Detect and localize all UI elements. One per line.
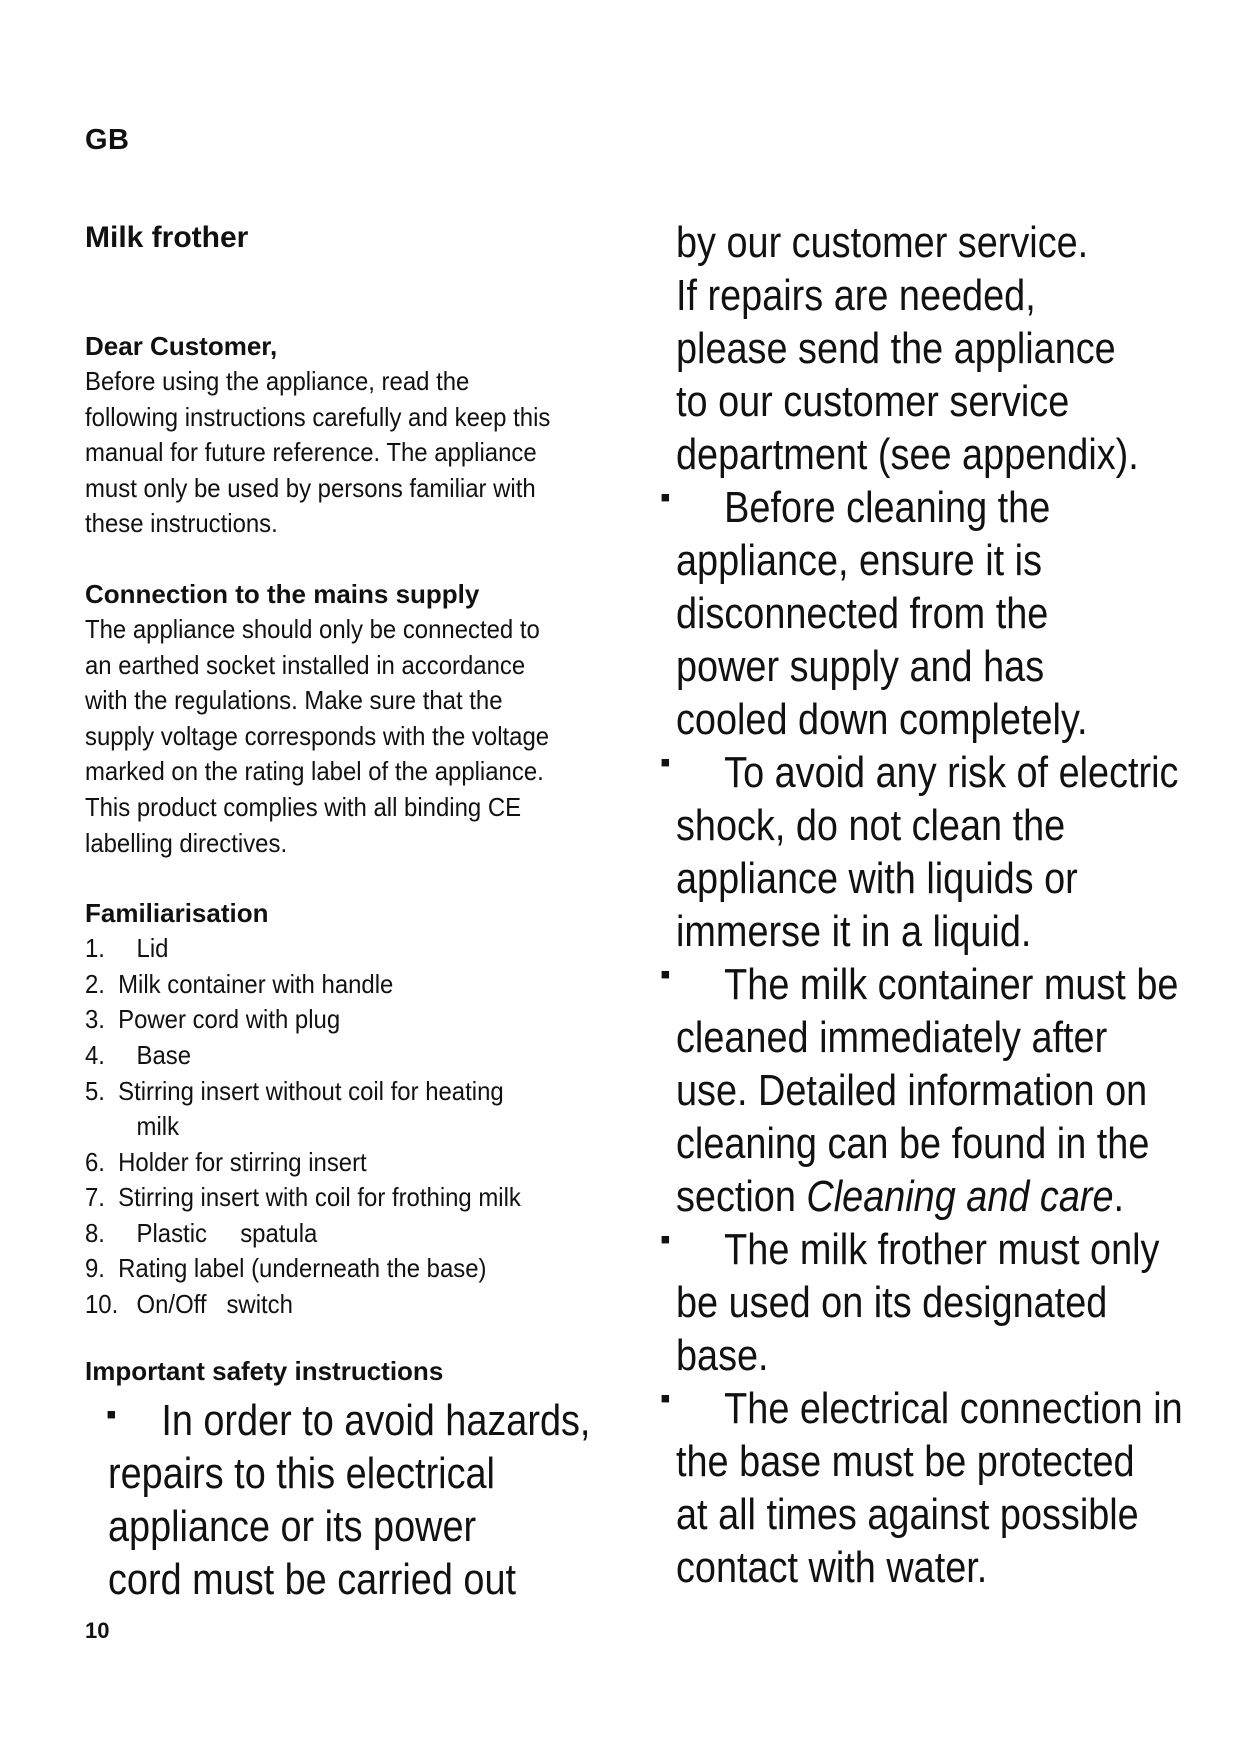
text-line: following instructions carefully and keep this [85,401,551,432]
text-line: by our customer service. [676,218,1089,267]
text-line: these instructions. [85,508,278,539]
text-line: use. Detailed information on [676,1066,1148,1115]
item-text: Milk container with handle [118,968,394,999]
item-number: 10. [85,1289,119,1320]
text-line: power supply and has [676,642,1045,691]
text-line: appliance, ensure it is [676,536,1043,585]
bullet-icon: ▪ [660,958,671,991]
list-item [85,1038,628,1074]
bullet-icon: ▪ [660,481,671,514]
safety-text [676,481,1226,746]
left-column [85,218,645,1389]
list-item [85,931,628,967]
item-number: 1. [85,933,105,964]
text-line: disconnected from the [676,589,1049,638]
safety-bullet-5 [660,1223,1216,1382]
text-line: please send the appliance [676,324,1116,373]
intro-heading: Dear Customer, [85,331,278,361]
safety-text [676,958,1226,1223]
list-item [85,1251,628,1287]
safety-bullet-2 [660,481,1216,746]
list-item [85,1145,628,1181]
safety-bullet-1 [108,1394,668,1606]
text-line: department (see appendix). [676,430,1139,479]
text-line: must only be used by persons familiar with [85,472,536,503]
item-text: Base [136,1039,192,1070]
item-text: Rating label (underneath the base) [118,1253,487,1284]
text-line: If repairs are needed, [676,271,1036,320]
item-number: 3. [85,1004,105,1035]
item-text-continued: milk [136,1111,180,1142]
text-line: To avoid any risk of electric [724,748,1179,797]
text-line: the base must be protected [676,1437,1135,1486]
list-item [85,1074,628,1145]
text-line: appliance with liquids or [676,854,1078,903]
section-reference: Cleaning and care [806,1172,1114,1221]
text-line: The milk frother must only [724,1225,1160,1274]
safety-text [676,1223,1226,1382]
text-line: immerse it in a liquid. [676,907,1032,956]
text-line: at all times against possible [676,1490,1139,1539]
item-text: Power cord with plug [118,1004,341,1035]
list-item [85,1216,628,1252]
language-code: GB [85,124,130,156]
item-text: Plastic spatula [136,1217,318,1248]
text-line: manual for future reference. The appliance [85,437,537,468]
item-text: On/Off switch [136,1289,293,1320]
text-fragment: section [676,1172,807,1221]
mains-text [85,612,628,861]
item-text: Stirring insert with coil for frothing milk [118,1182,521,1213]
text-line: to our customer service [676,377,1070,426]
right-column [660,216,1216,1594]
document-title: Milk frother [85,221,249,254]
safety-bullet-4 [660,958,1216,1223]
text-line: This product complies with all binding CE [85,791,522,822]
bullet-icon: ▪ [660,746,671,779]
text-line: be used on its designated [676,1278,1108,1327]
text-line: an earthed socket installed in accordance [85,649,526,680]
item-number: 9. [85,1253,105,1284]
text-line: In order to avoid hazards, [161,1396,591,1445]
text-line: with the regulations. Make sure that the [85,685,503,716]
bullet-icon: ▪ [660,1382,671,1415]
item-text: Holder for stirring insert [118,1146,367,1177]
text-line: The appliance should only be connected to [85,613,540,644]
list-item [85,1287,628,1323]
parts-list [85,931,628,1323]
bullet-icon: ▪ [106,1398,117,1431]
text-line: contact with water. [676,1543,988,1592]
text-line: labelling directives. [85,827,288,858]
safety-text [676,1382,1226,1594]
item-number: 7. [85,1182,105,1213]
page-number: 10 [85,1618,110,1643]
item-number: 2. [85,968,105,999]
bullet-icon: ▪ [660,1223,671,1256]
safety-bullet-3 [660,746,1216,958]
text-line: base. [676,1331,769,1380]
safety-text-continued [676,216,1226,481]
text-line: cord must be carried out [108,1555,517,1604]
safety-heading: Important safety instructions [85,1355,444,1386]
list-item [85,967,628,1003]
text-fragment: . [1113,1172,1125,1221]
text-line: The milk container must be [724,960,1179,1009]
item-text: Lid [136,933,169,964]
item-number: 4. [85,1039,105,1070]
text-line: repairs to this electrical [108,1449,495,1498]
text-line: supply voltage corresponds with the voltage [85,720,550,751]
list-item [85,1180,628,1216]
familiarisation-heading: Familiarisation [85,898,269,929]
intro-text [85,364,628,542]
text-line: shock, do not clean the [676,801,1066,850]
safety-text [676,746,1226,958]
text-line: Before cleaning the [724,483,1051,532]
item-number: 8. [85,1217,105,1248]
text-line: The electrical connection in [724,1384,1183,1433]
item-number: 5. [85,1075,105,1106]
list-item [85,1002,628,1038]
safety-text [108,1394,676,1606]
text-line: cleaning can be found in the [676,1119,1150,1168]
text-line: Before using the appliance, read the [85,366,470,396]
item-number: 6. [85,1146,105,1177]
text-line [676,1170,1226,1223]
text-line: appliance or its power [108,1502,477,1551]
safety-bullet-6 [660,1382,1216,1594]
text-line: cooled down completely. [676,695,1088,744]
text-line: cleaned immediately after [676,1013,1108,1062]
item-text: Stirring insert without coil for heating [118,1075,504,1106]
text-line: marked on the rating label of the appliance. [85,756,544,787]
mains-heading: Connection to the mains supply [85,578,480,609]
